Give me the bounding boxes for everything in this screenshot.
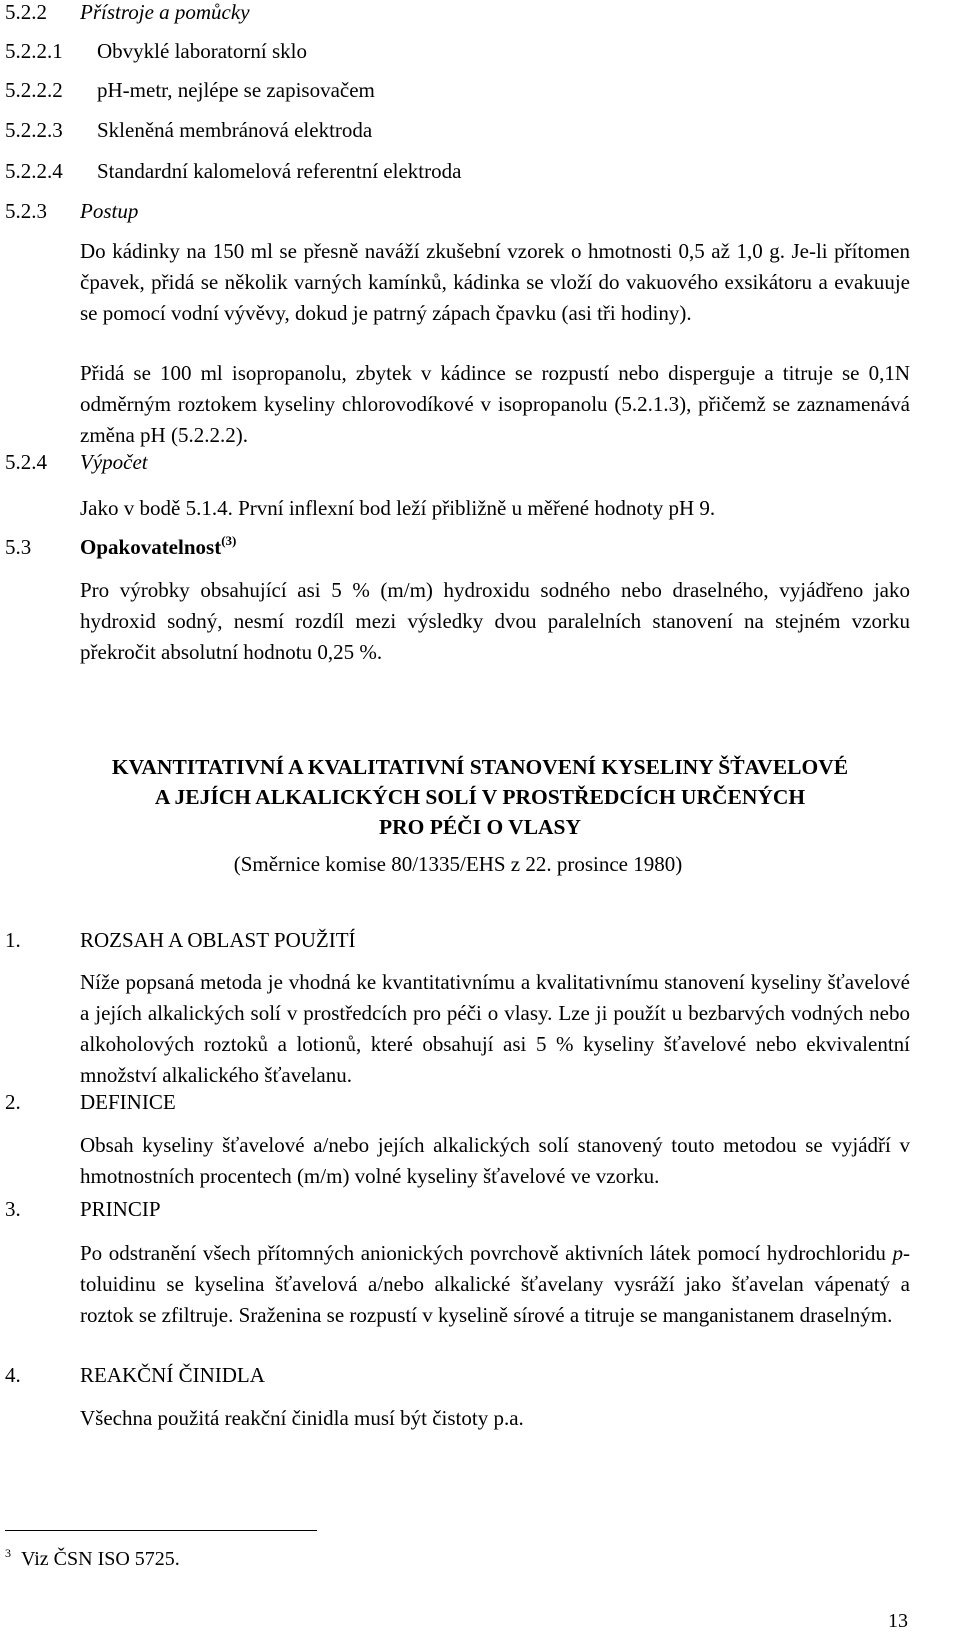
- section-number: 5.2.2: [5, 0, 47, 24]
- section-number: 2.: [5, 1090, 21, 1114]
- footnote-separator: [5, 1530, 317, 1531]
- item-membranova-elektroda: Skleněná membránová elektroda: [97, 118, 373, 142]
- postup-paragraph-2: Přidá se 100 ml isopropanolu, zbytek v kádince se rozpustí nebo disperguje a titruje se 0,1N odměrným roztokem kyseliny chlorovodíkové v isopropanolu (5.2.1.3), přičemž se zaznamenává změna pH (5.2.2.2).: [80, 361, 910, 447]
- footnote-reference: (3): [221, 533, 237, 548]
- section-number: 5.2.2.4: [5, 159, 63, 183]
- section-number: 1.: [5, 928, 21, 952]
- section-number: 5.2.2.1: [5, 39, 63, 63]
- page-number: 13: [888, 1610, 908, 1632]
- section-number: 5.3: [5, 535, 32, 559]
- postup-paragraph-1: Do kádinky na 150 ml se přesně naváží zkušební vzorek o hmotnosti 0,5 až 1,0 g. Je-li přítomen čpavek, přidá se několik varných kamínků, kádinka se vloží do vakuového exsikátoru a evakuuje se pomocí vodní vývěvy, dokud je patrný zápach čpavku (asi tři hodiny).: [80, 239, 910, 325]
- opakovatelnost-text: Pro výrobky obsahující asi 5 % (m/m) hydroxidu sodného nebo draselného, vyjádřeno jako hydroxid sodný, nesmí rozdíl mezi výsledky dvou paralelních stanovení na stejném vzorku překročit absolutní hodnotu 0,25 %.: [80, 578, 910, 664]
- section-number: 4.: [5, 1363, 21, 1387]
- section-title-pristroje: Přístroje a pomůcky: [80, 0, 250, 24]
- reakcni-cinidla-text: Všechna použitá reakční činidla musí být čistoty p.a.: [80, 1406, 524, 1430]
- section-title-princip: PRINCIP: [80, 1197, 161, 1221]
- main-title-line-2: A JEJÍCH ALKALICKÝCH SOLÍ V PROSTŘEDCÍCH URČENÝCH: [154, 785, 806, 809]
- footnote: $^3$ Viz ČSN ISO 5725.: [5, 1546, 180, 1570]
- section-title-reakcni-cinidla: REAKČNÍ ČINIDLA: [80, 1363, 265, 1387]
- item-laboratorni-sklo: Obvyklé laboratorní sklo: [97, 39, 307, 63]
- item-ph-metr: pH-metr, nejlépe se zapisovačem: [97, 78, 375, 102]
- section-number: 5.2.3: [5, 199, 47, 223]
- section-title-opakovatelnost: Opakovatelnost$^{(3)}$: [80, 533, 237, 559]
- main-title-line-1: KVANTITATIVNÍ A KVALITATIVNÍ STANOVENÍ KYSELINY ŠŤAVELOVÉ: [111, 755, 849, 779]
- section-number: 5.2.4: [5, 450, 47, 474]
- section-number: 5.2.2.3: [5, 118, 63, 142]
- main-title-line-3: PRO PÉČI O VLASY: [378, 815, 582, 839]
- princip-text: Po odstranění všech přítomných anionických povrchově aktivních látek pomocí hydrochloridu p-toluidinu se kyselina šťavelová a/nebo alkalické šťavelany vysráží jako šťavelan vápenatý a roztok se zfiltruje. Sraženina se rozpustí v kyselině sírové a titruje se manganistanem draselným.: [80, 1241, 910, 1327]
- item-kalomelova-elektroda: Standardní kalomelová referentní elektroda: [97, 159, 462, 183]
- section-title-rozsah: ROZSAH A OBLAST POUŽITÍ: [80, 928, 356, 952]
- section-title-postup: Postup: [80, 199, 139, 223]
- section-number: 5.2.2.2: [5, 78, 63, 102]
- directive-subtitle: (Směrnice komise 80/1335/EHS z 22. prosince 1980): [233, 852, 683, 876]
- section-number: 3.: [5, 1197, 21, 1221]
- section-title-definice: DEFINICE: [80, 1090, 176, 1114]
- rozsah-text: Níže popsaná metoda je vhodná ke kvantitativnímu a kvalitativnímu stanovení kyseliny šťavelové a jejích alkalických solí v prostředcích pro péči o vlasy. Lze ji použít u bezbarvých vodných nebo alkoholových roztoků a lotionů, které obsahují asi 5 % kyseliny šťavelové nebo ekvivalentní množství alkalického šťavelanu.: [80, 970, 910, 1087]
- definice-text: Obsah kyseliny šťavelové a/nebo jejích alkalických solí stanovený touto metodou se vyjádří v hmotnostních procentech (m/m) volné kyseliny šťavelové ve vzorku.: [80, 1133, 910, 1188]
- vypocet-text: Jako v bodě 5.1.4. První inflexní bod leží přibližně u měřené hodnoty pH 9.: [80, 496, 716, 520]
- section-title-vypocet: Výpočet: [80, 450, 148, 474]
